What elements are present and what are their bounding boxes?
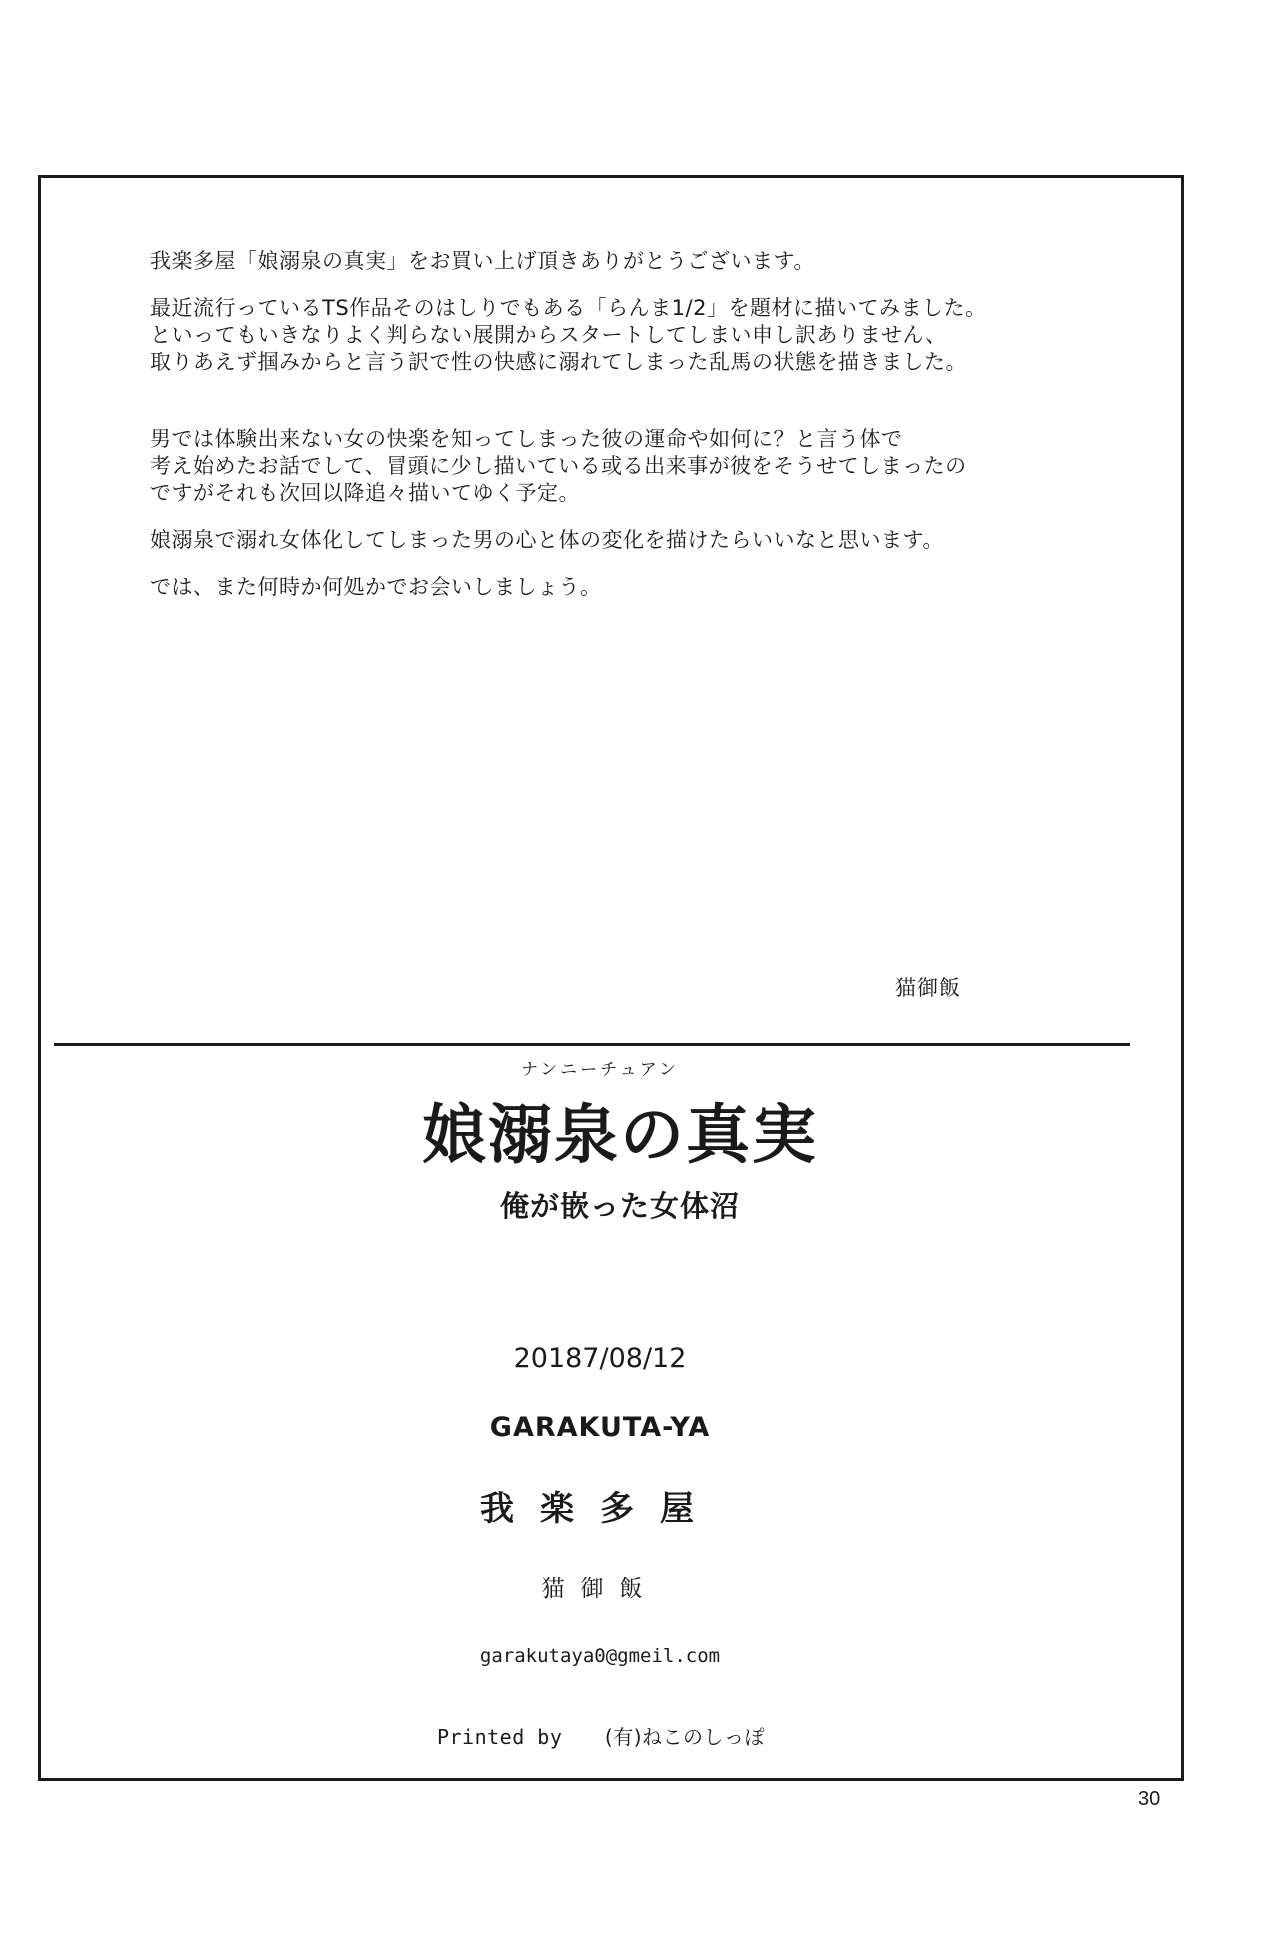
afterword-text: [150, 248, 1090, 601]
printed-by-label: Printed by: [436, 1725, 563, 1749]
book-subtitle: 俺が嵌った女体沼: [499, 1189, 740, 1223]
printer-credit: [0, 1721, 1280, 1750]
publication-date: 20187/08/12: [513, 1343, 687, 1374]
author-name: 猫御飯: [541, 1576, 659, 1602]
afterword-paragraph-thanks: 我楽多屋「娘溺泉の真実」をお買い上げ頂きありがとうございます。: [150, 249, 815, 273]
title-ruby: ナンニーチュアン: [521, 1060, 679, 1080]
afterword-paragraph-hope: 娘溺泉で溺れ女体化してしまった男の心と体の変化を描けたらいいなと思います。: [150, 528, 944, 552]
afterword-signature: 猫御飯: [895, 976, 961, 1000]
section-divider: [54, 1043, 1130, 1046]
printer-name: (有)ねこのしっぽ: [604, 1725, 766, 1749]
page-number: 30: [1138, 1788, 1161, 1810]
afterword-paragraph-farewell: では、また何時か何処かでお会いしましょう。: [150, 575, 602, 599]
book-title: 娘溺泉の真実: [422, 1098, 818, 1173]
afterword-paragraph-story: 男では体験出来ない女の快楽を知ってしまった彼の運命や如何に？と言う体で 考え始めたお話でして、冒頭に少し描いている或る出来事が彼をそうせてしまったの ですがそれも次回以降追々描いてゆく予定。: [150, 427, 967, 505]
circle-name-japanese: 我楽多屋: [480, 1489, 720, 1529]
afterword-paragraph-theme: 最近流行っているTS作品そのはしりでもある「らんま1/2」を題材に描いてみました。 といってもいきなりよく判らない展開からスタートしてしまい申し訳ありません、 取りあえず掴みからと言う訳で性の快感に溺れてしまった乱馬の状態を描きました。: [150, 296, 987, 374]
circle-name-english: GARAKUTA-YA: [489, 1412, 711, 1443]
colophon: [0, 1055, 1280, 1750]
contact-email: garakutaya0@gmeil.com: [479, 1645, 721, 1667]
